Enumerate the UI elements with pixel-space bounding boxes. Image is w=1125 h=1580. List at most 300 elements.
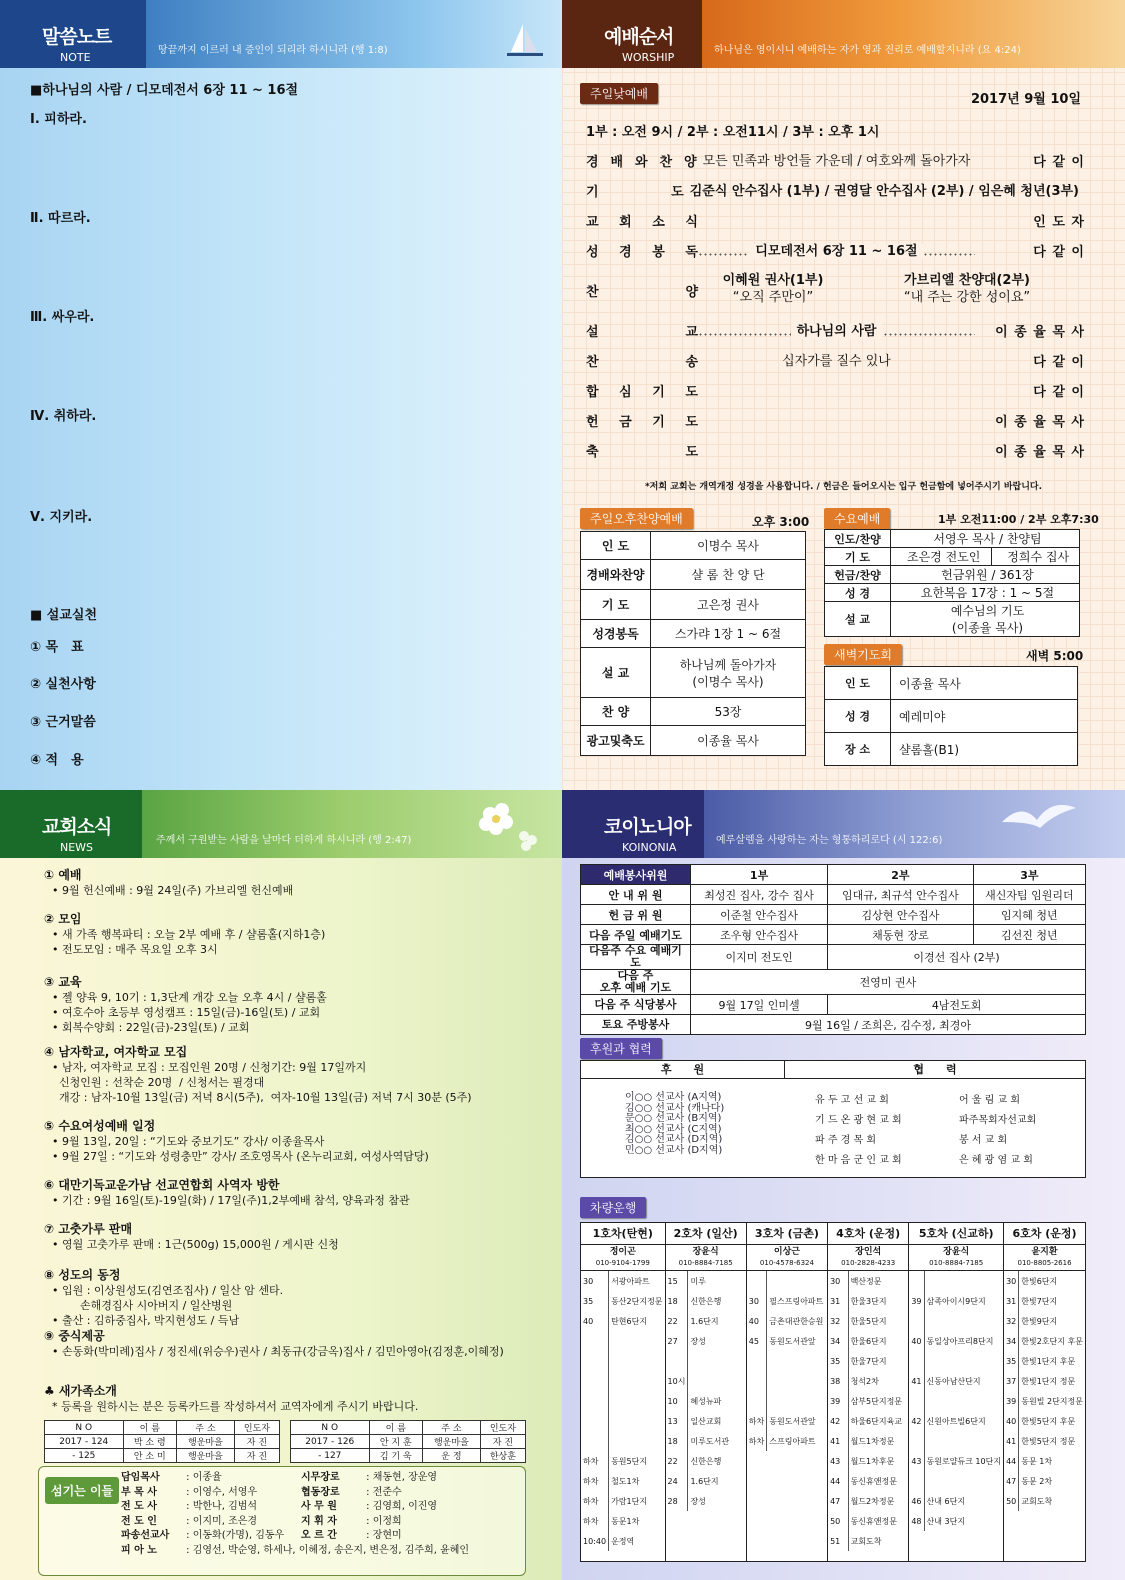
choir-2-name: 가브리엘 찬양대(2부) [904,273,1030,288]
car-column [909,1223,1004,1561]
stop-place: 백산정문 [850,1276,882,1286]
stop-place: 동원도서관앞 [769,1336,816,1346]
news-line: • 영월 고춧가루 판매 : 1근(500g) 15,000원 / 게시판 신청 [52,1238,339,1251]
stop-time: 43 [828,1451,848,1471]
stop-place: 철도1차 [611,1476,640,1486]
stop-place: 금촌대관한승원 [769,1316,824,1326]
staff-names: 이영수, 서영우 [192,1486,258,1498]
order-detail [698,220,975,221]
stop-row [581,1291,665,1311]
staff-names: 채동현, 장운영 [372,1472,438,1483]
worship-title: 예배순서 [604,26,674,48]
row-label: 기 도 [581,590,651,620]
row-label: 다음주 수요 예배기도 [581,945,691,970]
row-label: 기 도 [825,548,891,566]
stop-time [581,1391,609,1411]
news-section-heading: ① 예배 [44,868,82,882]
table-cell: 안 지 훈 [369,1435,422,1449]
stop-row [1004,1491,1085,1511]
table-row [291,1449,526,1463]
stop-time: 47 [828,1491,848,1511]
stop-row [909,1431,1003,1451]
order-leader [975,411,1085,430]
staff-names: 김영희, 이진영 [372,1501,438,1512]
news-line: • 손동화(박미례)집사 / 정진세(위승우)권사 / 최동규(강금옥)집사 / 김민아영아(김정훈,이혜정) [52,1345,504,1358]
stop-place [924,1311,1003,1331]
stop-place: 일산교회 [690,1416,722,1426]
stop-row [581,1271,665,1291]
stop-place: 한울6단지 [850,1336,887,1346]
row-label: 설 교 [825,602,891,637]
stop-place [688,1351,746,1371]
table-row [581,620,806,648]
order-label: 축 도 [586,444,698,460]
car-name: 5호차 (신교하) [909,1223,1003,1245]
car-column [581,1223,666,1561]
staff-box [38,1466,526,1576]
point-3: Ⅲ. 싸우라. [30,310,95,325]
table-row [825,584,1080,602]
stop-row [1004,1291,1085,1311]
news-section-heading: ② 모임 [44,912,82,926]
stop-place: 청석2차 [850,1376,879,1386]
table-header: N O [291,1421,370,1435]
stop-time: 18 [666,1291,688,1311]
car-schedule [580,1222,1086,1562]
koinonia-verse: 예루살렘을 사랑하는 자는 형통하리로다 (시 122:6) [716,835,943,846]
row-value: 예수님의 기도 (이종율 목사) [891,602,1080,637]
staff-role: 부 목 사 [121,1486,157,1498]
stop-table [909,1271,1003,1531]
order-detail-text: 모든 민족과 방언들 가운데 / 여호와께 돌아가자 [702,154,971,169]
sermon-note-panel [0,0,562,790]
stop-place: 혜성뉴파 [690,1396,722,1406]
stop-time: 10 [666,1391,688,1411]
news-section-heading: ⑧ 성도의 동정 [44,1268,121,1282]
point-2: Ⅱ. 따르라. [30,211,91,226]
stop-row [581,1331,665,1351]
stop-time: 44 [828,1471,848,1491]
table-cell: 운 정 [423,1449,481,1463]
car-column [828,1223,909,1561]
stop-row [1004,1371,1085,1391]
table-cell: 자 진 [480,1435,525,1449]
staff-names: 장현미 [372,1530,402,1541]
koinonia-header-band [562,790,1125,858]
stop-place: 미루도서관 [690,1436,730,1446]
stop-place: 한빛1단지 후문 [1021,1356,1076,1366]
stop-row [666,1331,746,1351]
stop-place: 교회도착 [1021,1496,1053,1506]
car-driver [909,1245,1003,1271]
stop-row [747,1351,827,1371]
table-cell: - 125 [45,1449,124,1463]
stop-time: 30 [1004,1271,1019,1291]
driver-phone: 010-8884-7185 [678,1259,733,1267]
stop-time: 41 [1004,1431,1019,1451]
stop-place [609,1411,665,1431]
stop-row [1004,1391,1085,1411]
svc-col: 3부 [973,865,1085,885]
table-cell: 자 진 [234,1449,279,1463]
stop-row [1004,1271,1085,1291]
table-cell: 이지미 전도인 [691,945,828,970]
stop-time: 44 [1004,1451,1019,1471]
stop-row [666,1371,746,1391]
stop-row [909,1511,1003,1531]
stop-time [909,1431,924,1451]
stop-place: 신한은행 [690,1456,722,1466]
stop-place: 한빛5단지 정문 [1021,1436,1076,1446]
stop-row [909,1291,1003,1311]
driver-phone: 010-8805-2616 [1017,1259,1072,1267]
table-row [825,667,1078,700]
table-cell: 9월 16일 / 조희은, 김수정, 최경아 [691,1015,1086,1035]
order-detail [698,240,975,260]
table-row [45,1449,280,1463]
order-leader [975,241,1085,260]
stop-time: 하차 [581,1491,609,1511]
staff-row: 파송선교사 : 이동화(가명), 김동우 [121,1529,469,1544]
cooperation-header: 협 력 [785,1061,1085,1079]
stop-time [581,1351,609,1371]
row-label: 설 교 [581,648,651,698]
order-leader-text: 다 같 이 [1033,154,1085,170]
order-leader [975,321,1085,340]
support-item: 한 마 음 군 인 교 회 [815,1155,902,1166]
order-detail-text: 김준식 안수집사 (1부) / 권영달 안수집사 (2부) / 임은혜 청년(3부) [689,184,1079,199]
news-title: 교회소식 [42,816,112,838]
practice-item: ④ 적 용 [30,753,84,768]
stop-time: 40 [581,1311,609,1331]
staff-role: 전 도 사 [121,1501,157,1512]
order-leader-text: 이 종 율 목 사 [995,444,1085,460]
order-detail [698,450,975,451]
stop-time: 30 [828,1271,848,1291]
table-row [825,733,1078,766]
stop-place: 동산2단지정문 [611,1296,663,1306]
table-cell: 자 진 [234,1435,279,1449]
table-row [581,885,1086,905]
stop-row [666,1291,746,1311]
support-item: 최○○ 선교사 (C지역) [625,1123,722,1135]
stop-place: 삼부5단지정문 [850,1396,903,1406]
row-value: 요한복음 17장 : 1 ~ 5절 [891,584,1080,602]
table-cell: 조우형 안수집사 [691,925,828,945]
stop-table [666,1271,746,1511]
stop-time: 27 [666,1331,688,1351]
pm-service-tag: 주일오후찬양예배 [580,508,693,529]
stop-place: 동문 1차 [1021,1456,1053,1466]
staff-role: 담임목사 [121,1472,160,1483]
news-section-heading: ♣ 새가족소개 [44,1384,117,1398]
stop-row [828,1411,908,1431]
row-label: 성 경 [825,584,891,602]
worship-title-en: WORSHIP [622,51,675,64]
stop-place: 스프링아파트 [769,1436,816,1446]
dawn-prayer-tag: 새벽기도회 [824,644,902,665]
stop-time [747,1391,767,1411]
order-detail [698,420,975,421]
staff-names: 이정희 [372,1515,402,1527]
stop-row [1004,1471,1085,1491]
flower-icon [470,796,540,856]
car-driver [1004,1245,1085,1271]
stop-time: 48 [909,1511,924,1531]
order-detail-text: 디모데전서 6장 11 ~ 16절 [749,244,923,259]
stop-place [609,1331,665,1351]
news-line: • 남자, 여자학교 모집 : 모집인원 20명 / 신청기간: 9월 17일까지 [52,1061,367,1074]
row-label: 다음 주 식당봉사 [581,995,691,1015]
support-item: 기 드 온 광 현 교 회 [815,1115,902,1126]
news-line: • 9월 헌신예배 : 9월 24일(주) 가브리엘 헌신예배 [52,884,294,897]
driver-phone: 010-2828-4233 [841,1259,896,1267]
stop-place: 동원빌 2단지정문 [1021,1396,1083,1406]
stop-row [828,1431,908,1451]
pm-service-table [580,531,806,756]
stop-row [666,1391,746,1411]
stop-time: 34 [828,1331,848,1351]
table-cell: 채동현 장로 [828,925,974,945]
stop-row [828,1391,908,1411]
stop-place: 장성 [690,1336,706,1346]
stop-place [767,1371,827,1391]
table-cell: 이경선 집사 (2부) [828,945,1086,970]
car-driver [581,1245,665,1271]
seagull-icon [992,792,1082,852]
stop-row [1004,1311,1085,1331]
car-name: 3호차 (금촌) [747,1223,827,1245]
stop-place: 하울6단지육교 [850,1416,903,1426]
stop-time: 32 [1004,1311,1019,1331]
practice-item: ③ 근거말씀 [30,715,96,730]
stop-time [909,1471,924,1491]
stop-time: 22 [666,1311,688,1331]
car-column [747,1223,828,1561]
new-family-table-right [290,1420,526,1463]
table-row [581,1015,1086,1035]
worship-order-panel [562,0,1125,790]
stop-row [581,1471,665,1491]
table-cell: 4남전도회 [828,995,1086,1015]
stop-row [747,1371,827,1391]
order-leader [975,381,1085,400]
stop-time: 18 [666,1431,688,1451]
stop-time: 45 [747,1331,767,1351]
koinonia-title-en: KOINONIA [622,841,677,854]
table-row [581,995,1086,1015]
stop-time: 22 [666,1451,688,1471]
stop-row [828,1331,908,1351]
svc-col: 1부 [691,865,828,885]
order-label: 헌 금 기 도 [586,414,698,430]
table-header: 인도자 [234,1421,279,1435]
stop-row [909,1451,1003,1471]
stop-row [1004,1431,1085,1451]
stop-place: 동원5단지 [611,1456,648,1466]
car-driver [828,1245,908,1271]
stop-time: 40 [909,1331,924,1351]
point-5: Ⅴ. 지키라. [30,510,93,525]
stop-time: 39 [909,1291,924,1311]
koinonia-panel [562,790,1125,1580]
stop-time: 50 [1004,1491,1019,1511]
stop-place: 미루 [690,1276,706,1286]
table-cell: 박 소 령 [123,1435,176,1449]
stop-row [747,1271,827,1291]
new-family-table-left [44,1420,280,1463]
staff-role: 피 아 노 [121,1544,157,1556]
stop-row [581,1371,665,1391]
stop-row [666,1491,746,1511]
stop-time [581,1431,609,1451]
car-name: 4호차 (운정) [828,1223,908,1245]
news-section-heading: ⑦ 고춧가루 판매 [44,1222,133,1236]
stop-row [747,1431,827,1451]
table-row [825,566,1080,584]
stop-time [747,1271,767,1291]
support-item: 이○○ 선교사 (A지역) [625,1092,722,1103]
support-item: 김○○ 선교사 (D지역) [625,1134,723,1145]
stop-place: 운정역 [611,1536,635,1546]
staff-row: 부 목 사 : 이영수, 서영우 [121,1486,469,1501]
stop-row [581,1511,665,1531]
table-cell: 2017 - 124 [45,1435,124,1449]
stop-row [909,1471,1003,1491]
table-header: N O [45,1421,124,1435]
news-line: • 전도모임 : 매주 목요일 오후 3시 [52,943,218,956]
service-times: 1부 : 오전 9시 / 2부 : 오전11시 / 3부 : 오후 1시 [586,125,880,140]
stop-time [909,1391,924,1411]
order-detail [697,150,977,170]
stop-time [666,1351,688,1371]
table-cell: 이준철 안수집사 [691,905,828,925]
staff-names: 김영선, 박순영, 하세나, 이혜정, 송은지, 변은정, 김주희, 윤혜인 [192,1544,470,1556]
stop-time [581,1371,609,1391]
stop-place: 월드1차후문 [850,1456,895,1466]
row-label: 성 경 [825,700,891,733]
order-label: 기 도 [586,184,684,200]
table-cell: 행운마을 [177,1435,235,1449]
stop-place: 장성 [690,1496,706,1506]
stop-place [609,1351,665,1371]
stop-time: 43 [909,1451,924,1471]
news-title-en: NEWS [60,841,94,854]
row-label: 성경봉독 [581,620,651,648]
staff-tag: 섬기는 이들 [45,1477,119,1504]
svc-col: 2부 [828,865,974,885]
row-value: 서영우 목사 / 찬양팀 [891,530,1080,548]
staff-row: 사 무 원 : 김영희, 이진영 [301,1500,437,1515]
stop-time [909,1271,924,1291]
stop-row [909,1271,1003,1291]
order-detail [684,180,1085,200]
stop-row [581,1391,665,1411]
support-item: 파 주 경 목 회 [815,1135,877,1146]
news-line: • 젤 양육 9, 10기 : 1,3단계 개강 오늘 오후 4시 / 샬롬홀 [52,991,327,1004]
stop-time: 41 [909,1371,924,1391]
order-label: 성 경 봉 독 [586,244,698,260]
stop-table [828,1271,908,1551]
stop-row [828,1271,908,1291]
news-section-heading: ④ 남자학교, 여자학교 모집 [44,1045,188,1059]
stop-time: 30 [581,1271,609,1291]
stop-row [581,1491,665,1511]
stop-place: 동일상아프리8단지 [926,1336,994,1346]
stop-time [747,1351,767,1371]
wed-service-table [824,529,1080,637]
order-detail [698,320,975,340]
row-label: 다음 주 오후 예배 기도 [581,970,691,995]
table-cell: 김선진 청년 [973,925,1085,945]
choir-1-song: “오직 주만이” [732,290,814,305]
table-cell: 전영미 권사 [691,970,1086,995]
order-leader [975,441,1085,460]
staff-row: 전 도 인 : 이지미, 조은경 [121,1515,469,1530]
stop-row [828,1471,908,1491]
table-header-row [45,1421,280,1435]
stop-time: 하차 [581,1471,609,1491]
stop-place: 한빛7단지 [1021,1296,1058,1306]
worship-note: *저희 교회는 개역개정 성경을 사용합니다. / 헌금은 들어오시는 입구 헌금함에 넣어주시기 바랍니다. [644,482,1043,492]
stop-place: 동신휴앤정문 [850,1476,897,1486]
stop-row [828,1511,908,1531]
table-header: 이 름 [123,1421,176,1435]
stop-row [666,1271,746,1291]
row-value: 이명수 목사 [651,532,806,560]
table-cell: 김 기 욱 [369,1449,422,1463]
stop-place: 신원아트빌6단지 [926,1416,986,1426]
stop-time: 15 [666,1271,688,1291]
support-item: 파주목회자선교회 [959,1115,1037,1126]
note-verse: 땅끝까지 이르러 내 증인이 되리라 하시니라 (행 1:8) [158,45,388,56]
news-line: • 9월 27일 : “기도와 성령충만” 강사/ 조호영목사 (온누리교회, 여성사역담당) [52,1150,429,1163]
service-date: 2017년 9월 10일 [970,92,1081,107]
stop-row [828,1491,908,1511]
staff-names: 박한나, 김범석 [192,1501,258,1512]
stop-row [666,1431,746,1451]
stop-place [609,1391,665,1411]
note-title-en: NOTE [60,51,91,64]
staff-role: 시무장로 [301,1472,340,1483]
stop-place [688,1371,746,1391]
stop-time: 51 [828,1531,848,1551]
stop-row [581,1431,665,1451]
practice-heading: ■ 설교실천 [30,608,98,623]
order-label: 경 배 와 찬 양 [586,154,697,170]
stop-place: 월드2차정문 [850,1496,895,1506]
driver-name: 장윤식 [692,1247,719,1257]
order-row [586,408,1085,432]
support-header: 후 원 [581,1061,785,1079]
stop-place: 한울3단지 [850,1296,887,1306]
point-1: Ⅰ. 피하라. [30,112,87,127]
stop-time: 35 [1004,1351,1019,1371]
wed-service-tag: 수요예배 [824,508,890,529]
staff-names: 이종율 [192,1472,222,1483]
stop-place: 한울7단지 [850,1356,887,1366]
stop-place [767,1351,827,1371]
table-cell: 최성진 집사, 강수 집사 [691,885,828,905]
table-row [581,970,1086,995]
stop-row [581,1411,665,1431]
stop-row [581,1311,665,1331]
stop-time: 하차 [747,1411,767,1431]
stop-row [909,1371,1003,1391]
table-cell: - 127 [291,1449,370,1463]
table-row [45,1435,280,1449]
stop-place [924,1391,1003,1411]
